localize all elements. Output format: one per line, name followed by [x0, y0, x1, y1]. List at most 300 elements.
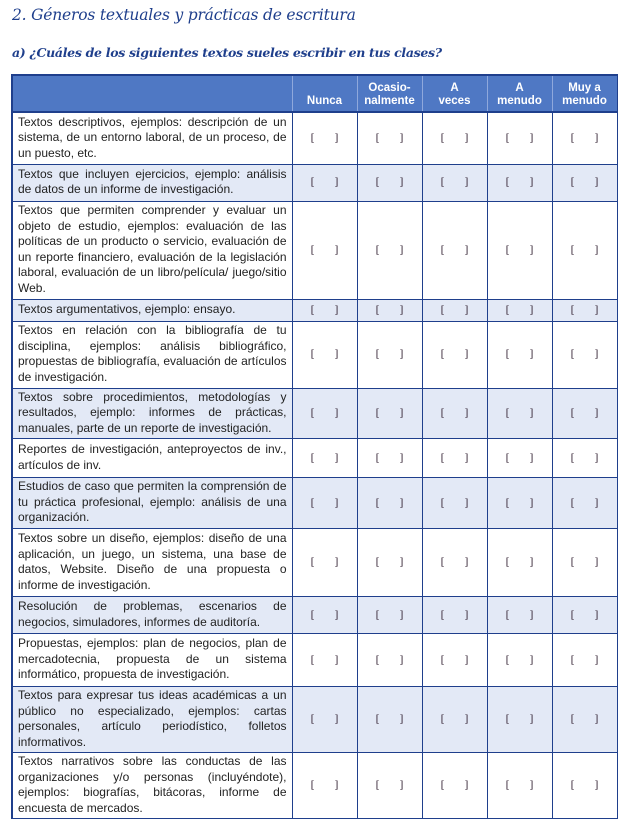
bracket-close: ] [529, 349, 534, 361]
bracket-close: ] [334, 304, 339, 316]
bracket-close: ] [334, 780, 339, 792]
checkbox-muy-a-menudo[interactable] [552, 529, 617, 597]
header-label-line2: Nunca [306, 95, 343, 107]
bracket-close: ] [464, 177, 469, 189]
section-title: 2. Géneros textuales y prácticas de escritura [12, 6, 356, 24]
bracket-open: [ [570, 408, 575, 419]
bracket-open: [ [505, 557, 510, 569]
bracket-open: [ [505, 497, 510, 509]
bracket-open: [ [570, 177, 575, 189]
checkbox-nunca[interactable] [292, 478, 357, 529]
checkbox-muy-a-menudo[interactable] [552, 439, 617, 478]
bracket-open: [ [310, 408, 315, 419]
checkbox-muy-a-menudo[interactable] [552, 164, 617, 201]
bracket-close: ] [399, 304, 404, 316]
bracket-checkbox-icon[interactable] [506, 243, 534, 259]
checkbox-a-menudo[interactable] [487, 597, 552, 634]
bracket-checkbox-icon[interactable] [506, 303, 534, 319]
checkbox-ocasionalmente[interactable] [357, 321, 422, 388]
bracket-open: [ [440, 133, 445, 144]
checkbox-a-veces[interactable] [422, 634, 487, 687]
bracket-checkbox-icon[interactable] [376, 451, 404, 467]
bracket-checkbox-icon[interactable] [311, 496, 339, 512]
bracket-open: [ [440, 609, 445, 621]
bracket-checkbox-icon[interactable] [441, 303, 469, 319]
table-row [12, 388, 617, 439]
bracket-open: [ [310, 654, 315, 666]
header-label-line1: A [515, 82, 524, 94]
checkbox-a-veces[interactable] [422, 529, 487, 597]
bracket-checkbox-icon[interactable] [441, 712, 469, 728]
bracket-checkbox-icon[interactable] [506, 496, 534, 512]
bracket-checkbox-icon[interactable] [311, 347, 339, 363]
row-description: Textos que permiten comprender y evaluar un objeto de estudio, ejemplos: evaluación de las políticas de un producto o servicio, evaluación de un reporte financiero, evaluación de la legislación laboral, evaluación de un libro/película/ juego/sitio Web. [12, 201, 292, 299]
bracket-close: ] [529, 133, 534, 144]
table-row [12, 529, 617, 597]
checkbox-a-menudo[interactable] [487, 634, 552, 687]
table-row [12, 753, 617, 819]
bracket-close: ] [594, 452, 599, 464]
bracket-open: [ [375, 780, 380, 792]
bracket-close: ] [464, 244, 469, 256]
header-label-line2: nalmente [364, 95, 415, 107]
bracket-close: ] [464, 780, 469, 792]
bracket-close: ] [464, 557, 469, 569]
bracket-checkbox-icon[interactable] [506, 451, 534, 467]
checkbox-ocasionalmente[interactable] [357, 597, 422, 634]
bracket-close: ] [594, 349, 599, 361]
bracket-checkbox-icon[interactable] [376, 347, 404, 363]
bracket-open: [ [505, 177, 510, 189]
checkbox-nunca[interactable] [292, 112, 357, 164]
bracket-open: [ [310, 714, 315, 726]
bracket-checkbox-icon[interactable] [441, 347, 469, 363]
bracket-checkbox-icon[interactable] [506, 175, 534, 191]
bracket-open: [ [505, 133, 510, 144]
bracket-checkbox-icon[interactable] [376, 303, 404, 319]
bracket-checkbox-icon[interactable] [376, 608, 404, 624]
checkbox-muy-a-menudo[interactable] [552, 201, 617, 299]
bracket-open: [ [570, 780, 575, 792]
bracket-close: ] [399, 497, 404, 509]
bracket-open: [ [570, 654, 575, 666]
bracket-open: [ [570, 452, 575, 464]
bracket-open: [ [440, 714, 445, 726]
bracket-checkbox-icon[interactable] [311, 712, 339, 728]
row-description: Textos narrativos sobre las conductas de las organizaciones y/o personas (incluyéndote), ejemplos: biografías, bitácoras, informe de encuesta de mercados. [12, 753, 292, 819]
checkbox-a-veces[interactable] [422, 597, 487, 634]
checkbox-nunca[interactable] [292, 634, 357, 687]
checkbox-muy-a-menudo[interactable] [552, 112, 617, 164]
bracket-close: ] [464, 408, 469, 419]
bracket-open: [ [440, 780, 445, 792]
checkbox-ocasionalmente[interactable] [357, 164, 422, 201]
checkbox-a-menudo[interactable] [487, 299, 552, 321]
bracket-open: [ [570, 557, 575, 569]
bracket-close: ] [334, 654, 339, 666]
bracket-close: ] [464, 609, 469, 621]
checkbox-a-menudo[interactable] [487, 529, 552, 597]
checkbox-ocasionalmente[interactable] [357, 299, 422, 321]
checkbox-a-veces[interactable] [422, 753, 487, 819]
bracket-open: [ [570, 304, 575, 316]
bracket-open: [ [310, 452, 315, 464]
bracket-checkbox-icon[interactable] [441, 496, 469, 512]
bracket-checkbox-icon[interactable] [441, 555, 469, 571]
checkbox-nunca[interactable] [292, 597, 357, 634]
bracket-checkbox-icon[interactable] [441, 451, 469, 467]
bracket-open: [ [505, 714, 510, 726]
bracket-checkbox-icon[interactable] [441, 778, 469, 794]
bracket-close: ] [334, 609, 339, 621]
bracket-open: [ [570, 497, 575, 509]
bracket-close: ] [464, 497, 469, 509]
bracket-close: ] [529, 714, 534, 726]
bracket-checkbox-icon[interactable] [571, 243, 599, 259]
bracket-checkbox-icon[interactable] [506, 347, 534, 363]
header-label-line1: A [450, 82, 459, 94]
row-description: Textos sobre procedimientos, metodologías y resultados, ejemplo: informes de prácticas, manuales, parte de un reporte de investigación. [12, 388, 292, 439]
checkbox-nunca[interactable] [292, 439, 357, 478]
bracket-close: ] [529, 654, 534, 666]
bracket-close: ] [594, 177, 599, 189]
bracket-open: [ [375, 304, 380, 316]
bracket-close: ] [529, 452, 534, 464]
bracket-close: ] [529, 304, 534, 316]
checkbox-ocasionalmente[interactable] [357, 201, 422, 299]
table-row [12, 201, 617, 299]
checkbox-a-veces[interactable] [422, 478, 487, 529]
checkbox-a-veces[interactable] [422, 321, 487, 388]
bracket-open: [ [375, 654, 380, 666]
checkbox-muy-a-menudo[interactable] [552, 597, 617, 634]
bracket-close: ] [464, 304, 469, 316]
bracket-open: [ [375, 408, 380, 419]
bracket-checkbox-icon[interactable] [441, 131, 469, 147]
bracket-checkbox-icon[interactable] [571, 608, 599, 624]
checkbox-a-veces[interactable] [422, 439, 487, 478]
bracket-checkbox-icon[interactable] [571, 451, 599, 467]
bracket-open: [ [375, 714, 380, 726]
checkbox-muy-a-menudo[interactable] [552, 753, 617, 819]
row-description: Estudios de caso que permiten la comprensión de tu práctica profesional, ejemplo: análisis de una organización. [12, 478, 292, 529]
bracket-close: ] [399, 408, 404, 419]
checkbox-a-veces[interactable] [422, 112, 487, 164]
row-description: Textos descriptivos, ejemplos: descripción de un sistema, de un entorno laboral, de un proceso, de un puesto, etc. [12, 112, 292, 164]
bracket-open: [ [505, 304, 510, 316]
checkbox-ocasionalmente[interactable] [357, 478, 422, 529]
checkbox-a-veces[interactable] [422, 388, 487, 439]
checkbox-nunca[interactable] [292, 753, 357, 819]
row-description: Propuestas, ejemplos: plan de negocios, plan de mercadotecnia, propuesta de un sistema informático, propuesta de investigación. [12, 634, 292, 687]
bracket-checkbox-icon[interactable] [571, 406, 599, 422]
header-label-line2: menudo [562, 95, 607, 107]
checkbox-nunca[interactable] [292, 388, 357, 439]
bracket-open: [ [505, 780, 510, 792]
header-nunca [292, 75, 357, 112]
bracket-checkbox-icon[interactable] [376, 406, 404, 422]
bracket-close: ] [529, 177, 534, 189]
table-row [12, 634, 617, 687]
checkbox-ocasionalmente[interactable] [357, 529, 422, 597]
bracket-checkbox-icon[interactable] [376, 778, 404, 794]
bracket-open: [ [310, 609, 315, 621]
header-label-line1 [15, 95, 290, 108]
bracket-close: ] [399, 557, 404, 569]
bracket-checkbox-icon[interactable] [441, 608, 469, 624]
bracket-checkbox-icon[interactable] [376, 131, 404, 147]
header-label-line2: veces [438, 95, 471, 107]
bracket-checkbox-icon[interactable] [441, 175, 469, 191]
header-ocasionalmente [357, 75, 422, 112]
bracket-open: [ [375, 133, 380, 144]
bracket-checkbox-icon[interactable] [506, 778, 534, 794]
bracket-open: [ [440, 408, 445, 419]
table-row [12, 439, 617, 478]
table-row [12, 112, 617, 164]
bracket-open: [ [570, 609, 575, 621]
bracket-checkbox-icon[interactable] [311, 608, 339, 624]
bracket-close: ] [334, 497, 339, 509]
bracket-open: [ [440, 304, 445, 316]
bracket-checkbox-icon[interactable] [376, 243, 404, 259]
bracket-checkbox-icon[interactable] [311, 406, 339, 422]
checkbox-a-veces[interactable] [422, 201, 487, 299]
bracket-checkbox-icon[interactable] [571, 712, 599, 728]
bracket-close: ] [594, 609, 599, 621]
table-row [12, 687, 617, 753]
question-heading: a) ¿Cuáles de los siguientes textos sueles escribir en tus clases? [12, 45, 442, 60]
table-header-row [12, 75, 617, 112]
checkbox-a-veces[interactable] [422, 687, 487, 753]
table-row [12, 597, 617, 634]
checkbox-a-menudo[interactable] [487, 753, 552, 819]
checkbox-ocasionalmente[interactable] [357, 753, 422, 819]
bracket-close: ] [594, 714, 599, 726]
bracket-close: ] [399, 349, 404, 361]
table-row [12, 321, 617, 388]
table-row [12, 164, 617, 201]
bracket-close: ] [399, 177, 404, 189]
bracket-open: [ [310, 304, 315, 316]
header-item [12, 75, 292, 112]
checkbox-a-menudo[interactable] [487, 321, 552, 388]
bracket-checkbox-icon[interactable] [376, 555, 404, 571]
bracket-close: ] [529, 609, 534, 621]
bracket-checkbox-icon[interactable] [376, 712, 404, 728]
bracket-open: [ [505, 609, 510, 621]
bracket-close: ] [529, 557, 534, 569]
bracket-open: [ [440, 244, 445, 256]
header-label-line1: Muy a [568, 82, 601, 94]
bracket-open: [ [505, 452, 510, 464]
bracket-checkbox-icon[interactable] [506, 608, 534, 624]
bracket-open: [ [375, 557, 380, 569]
bracket-checkbox-icon[interactable] [571, 555, 599, 571]
bracket-close: ] [464, 452, 469, 464]
bracket-open: [ [570, 349, 575, 361]
table-row [12, 478, 617, 529]
checkbox-ocasionalmente[interactable] [357, 112, 422, 164]
row-description: Textos sobre un diseño, ejemplos: diseño de una aplicación, un juego, un sistema, una base de datos, Website. Diseño de una propuesta o informe de investigación. [12, 529, 292, 597]
checkbox-muy-a-menudo[interactable] [552, 299, 617, 321]
bracket-checkbox-icon[interactable] [571, 131, 599, 147]
bracket-open: [ [570, 244, 575, 256]
bracket-open: [ [440, 497, 445, 509]
bracket-close: ] [334, 349, 339, 361]
header-a-veces [422, 75, 487, 112]
bracket-close: ] [529, 408, 534, 419]
bracket-open: [ [310, 177, 315, 189]
header-label-line1: Ocasio- [368, 82, 411, 94]
bracket-close: ] [334, 244, 339, 256]
bracket-open: [ [505, 244, 510, 256]
header-label-line1 [295, 82, 355, 95]
checkbox-muy-a-menudo[interactable] [552, 321, 617, 388]
bracket-checkbox-icon[interactable] [311, 555, 339, 571]
bracket-close: ] [399, 452, 404, 464]
bracket-open: [ [310, 780, 315, 792]
bracket-checkbox-icon[interactable] [311, 243, 339, 259]
bracket-checkbox-icon[interactable] [311, 451, 339, 467]
row-description: Reportes de investigación, anteproyectos de inv., artículos de inv. [12, 439, 292, 478]
checkbox-nunca[interactable] [292, 299, 357, 321]
bracket-close: ] [594, 408, 599, 419]
bracket-open: [ [505, 408, 510, 419]
checkbox-a-menudo[interactable] [487, 478, 552, 529]
checkbox-nunca[interactable] [292, 164, 357, 201]
bracket-open: [ [505, 349, 510, 361]
bracket-close: ] [399, 133, 404, 144]
bracket-open: [ [440, 452, 445, 464]
bracket-open: [ [375, 244, 380, 256]
bracket-open: [ [440, 177, 445, 189]
bracket-checkbox-icon[interactable] [571, 175, 599, 191]
bracket-close: ] [334, 452, 339, 464]
bracket-open: [ [440, 654, 445, 666]
checkbox-ocasionalmente[interactable] [357, 634, 422, 687]
bracket-close: ] [464, 349, 469, 361]
bracket-checkbox-icon[interactable] [506, 555, 534, 571]
bracket-checkbox-icon[interactable] [376, 175, 404, 191]
checkbox-muy-a-menudo[interactable] [552, 478, 617, 529]
bracket-checkbox-icon[interactable] [506, 131, 534, 147]
bracket-checkbox-icon[interactable] [571, 347, 599, 363]
bracket-open: [ [375, 177, 380, 189]
checkbox-a-menudo[interactable] [487, 164, 552, 201]
checkbox-nunca[interactable] [292, 529, 357, 597]
row-description: Resolución de problemas, escenarios de negocios, simuladores, informes de auditoría. [12, 597, 292, 634]
bracket-close: ] [399, 714, 404, 726]
bracket-checkbox-icon[interactable] [311, 653, 339, 669]
bracket-open: [ [375, 452, 380, 464]
bracket-close: ] [334, 714, 339, 726]
bracket-open: [ [570, 714, 575, 726]
bracket-close: ] [594, 244, 599, 256]
bracket-close: ] [594, 654, 599, 666]
bracket-open: [ [310, 497, 315, 509]
bracket-checkbox-icon[interactable] [506, 406, 534, 422]
checkbox-ocasionalmente[interactable] [357, 439, 422, 478]
bracket-checkbox-icon[interactable] [441, 653, 469, 669]
bracket-close: ] [399, 780, 404, 792]
bracket-close: ] [464, 714, 469, 726]
bracket-open: [ [505, 654, 510, 666]
bracket-close: ] [594, 304, 599, 316]
bracket-close: ] [399, 609, 404, 621]
checkbox-a-menudo[interactable] [487, 388, 552, 439]
checkbox-a-menudo[interactable] [487, 201, 552, 299]
bracket-open: [ [310, 557, 315, 569]
bracket-checkbox-icon[interactable] [441, 406, 469, 422]
bracket-close: ] [594, 557, 599, 569]
checkbox-nunca[interactable] [292, 687, 357, 753]
checkbox-muy-a-menudo[interactable] [552, 687, 617, 753]
bracket-checkbox-icon[interactable] [571, 653, 599, 669]
bracket-checkbox-icon[interactable] [571, 496, 599, 512]
row-description: Textos para expresar tus ideas académicas a un público no especializado, ejemplos: cartas personales, artículo periodístico, folletos informativos. [12, 687, 292, 753]
bracket-open: [ [310, 349, 315, 361]
bracket-checkbox-icon[interactable] [571, 303, 599, 319]
bracket-close: ] [464, 133, 469, 144]
checkbox-a-menudo[interactable] [487, 439, 552, 478]
checkbox-nunca[interactable] [292, 201, 357, 299]
checkbox-a-menudo[interactable] [487, 687, 552, 753]
bracket-checkbox-icon[interactable] [376, 496, 404, 512]
bracket-open: [ [440, 557, 445, 569]
bracket-checkbox-icon[interactable] [311, 131, 339, 147]
checkbox-muy-a-menudo[interactable] [552, 634, 617, 687]
header-label-line2: menudo [497, 95, 542, 107]
bracket-checkbox-icon[interactable] [441, 243, 469, 259]
bracket-open: [ [310, 244, 315, 256]
bracket-close: ] [334, 133, 339, 144]
row-description: Textos argumentativos, ejemplo: ensayo. [12, 299, 292, 321]
checkbox-a-veces[interactable] [422, 164, 487, 201]
bracket-open: [ [375, 497, 380, 509]
bracket-checkbox-icon[interactable] [376, 653, 404, 669]
bracket-checkbox-icon[interactable] [506, 653, 534, 669]
bracket-close: ] [529, 244, 534, 256]
checkbox-a-menudo[interactable] [487, 112, 552, 164]
checkbox-ocasionalmente[interactable] [357, 687, 422, 753]
header-a-menudo [487, 75, 552, 112]
bracket-open: [ [375, 609, 380, 621]
bracket-open: [ [570, 133, 575, 144]
bracket-open: [ [375, 349, 380, 361]
header-muy-a-menudo [552, 75, 617, 112]
checkbox-nunca[interactable] [292, 321, 357, 388]
checkbox-ocasionalmente[interactable] [357, 388, 422, 439]
bracket-close: ] [334, 408, 339, 419]
bracket-close: ] [464, 654, 469, 666]
row-description: Textos que incluyen ejercicios, ejemplo: análisis de datos de un informe de investigación. [12, 164, 292, 201]
bracket-checkbox-icon[interactable] [311, 303, 339, 319]
bracket-close: ] [334, 557, 339, 569]
checkbox-muy-a-menudo[interactable] [552, 388, 617, 439]
bracket-open: [ [440, 349, 445, 361]
bracket-checkbox-icon[interactable] [571, 778, 599, 794]
bracket-close: ] [334, 177, 339, 189]
bracket-checkbox-icon[interactable] [506, 712, 534, 728]
bracket-close: ] [529, 497, 534, 509]
bracket-checkbox-icon[interactable] [311, 778, 339, 794]
checkbox-a-veces[interactable] [422, 299, 487, 321]
bracket-checkbox-icon[interactable] [311, 175, 339, 191]
frequency-survey-table [11, 74, 618, 819]
bracket-close: ] [529, 780, 534, 792]
table-body [12, 112, 617, 819]
